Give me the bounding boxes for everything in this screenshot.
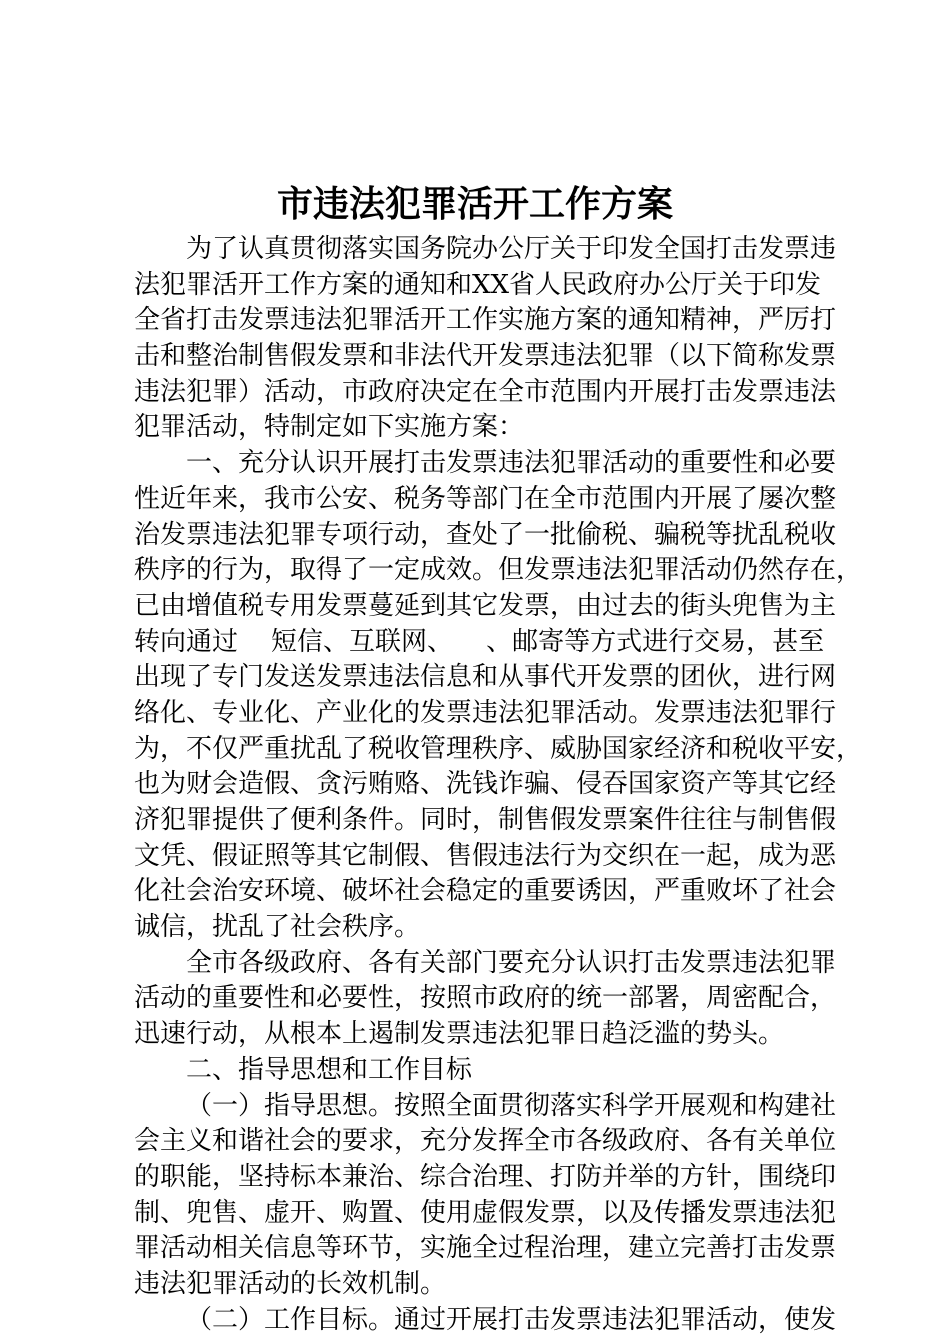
text-line: 诚信，扰乱了社会秩序。: [134, 912, 421, 943]
text-line: 为，不仅严重扰乱了税收管理秩序、威胁国家经济和税收平安，: [134, 733, 863, 764]
text-line: 治发票违法犯罪专项行动，查处了一批偷税、骗税等扰乱税收: [134, 519, 837, 550]
text-line: 转向通过 短信、互联网、 、邮寄等方式进行交易，甚至: [134, 626, 825, 657]
text-line: 罪活动相关信息等环节，实施全过程治理，建立完善打击发票: [134, 1233, 837, 1264]
text-line: 的职能，坚持标本兼治、综合治理、打防并举的方针，围绕印: [134, 1161, 837, 1192]
text-line: 违法犯罪）活动，市政府决定在全市范围内开展打击发票违法: [134, 376, 837, 407]
text-line: 为了认真贯彻落实国务院办公厅关于印发全国打击发票违: [186, 234, 837, 264]
text-line: 犯罪活动，特制定如下实施方案：: [134, 412, 525, 443]
text-line: 出现了专门发送发票违法信息和从事代开发票的团伙，进行网: [134, 662, 837, 693]
text-line: 化社会治安环境、破坏社会稳定的重要诱因，严重败坏了社会: [134, 876, 837, 907]
text-line: 济犯罪提供了便利条件。同时，制售假发票案件往往与制售假: [134, 805, 837, 835]
text-line: 会主义和谐社会的要求，充分发挥全市各级政府、各有关单位: [134, 1126, 837, 1157]
text-line: 全市各级政府、各有关部门要充分认识打击发票违法犯罪: [186, 947, 837, 978]
document-title: 市违法犯罪活开工作方案: [276, 183, 673, 225]
text-line: 一、充分认识开展打击发票违法犯罪活动的重要性和必要: [186, 448, 837, 479]
section-heading: 二、指导思想和工作目标: [186, 1054, 473, 1085]
text-line: （二）工作目标。通过开展打击发票违法犯罪活动，使发: [186, 1304, 837, 1335]
text-line: 法犯罪活开工作方案的通知和XX省人民政府办公厅关于印发: [134, 269, 822, 300]
text-line: 击和整治制售假发票和非法代开发票违法犯罪（以下简称发票: [134, 341, 837, 372]
text-line: 已由增值税专用发票蔓延到其它发票，由过去的街头兜售为主: [134, 590, 837, 621]
text-line: 违法犯罪活动的长效机制。: [134, 1268, 447, 1299]
text-line: 全省打击发票违法犯罪活开工作实施方案的通知精神，严厉打: [134, 305, 837, 336]
text-line: 也为财会造假、贪污贿赂、洗钱诈骗、侵吞国家资产等其它经: [134, 769, 837, 800]
text-line: 迅速行动，从根本上遏制发票违法犯罪日趋泛滥的势头。: [134, 1019, 785, 1050]
text-line: 秩序的行为，取得了一定成效。但发票违法犯罪活动仍然存在，: [134, 555, 863, 586]
text-line: 制、兜售、虚开、购置、使用虚假发票，以及传播发票违法犯: [134, 1197, 837, 1228]
text-line: 性近年来，我市公安、税务等部门在全市范围内开展了屡次整: [134, 483, 837, 514]
text-line: 活动的重要性和必要性，按照市政府的统一部署，周密配合，: [134, 983, 837, 1014]
document-body: [134, 232, 863, 1338]
text-line: 文凭、假证照等其它制假、售假违法行为交织在一起，成为恶: [134, 840, 837, 871]
text-line: （一）指导思想。按照全面贯彻落实科学开展观和构建社: [186, 1090, 837, 1121]
text-line: 络化、专业化、产业化的发票违法犯罪活动。发票违法犯罪行: [134, 697, 837, 728]
